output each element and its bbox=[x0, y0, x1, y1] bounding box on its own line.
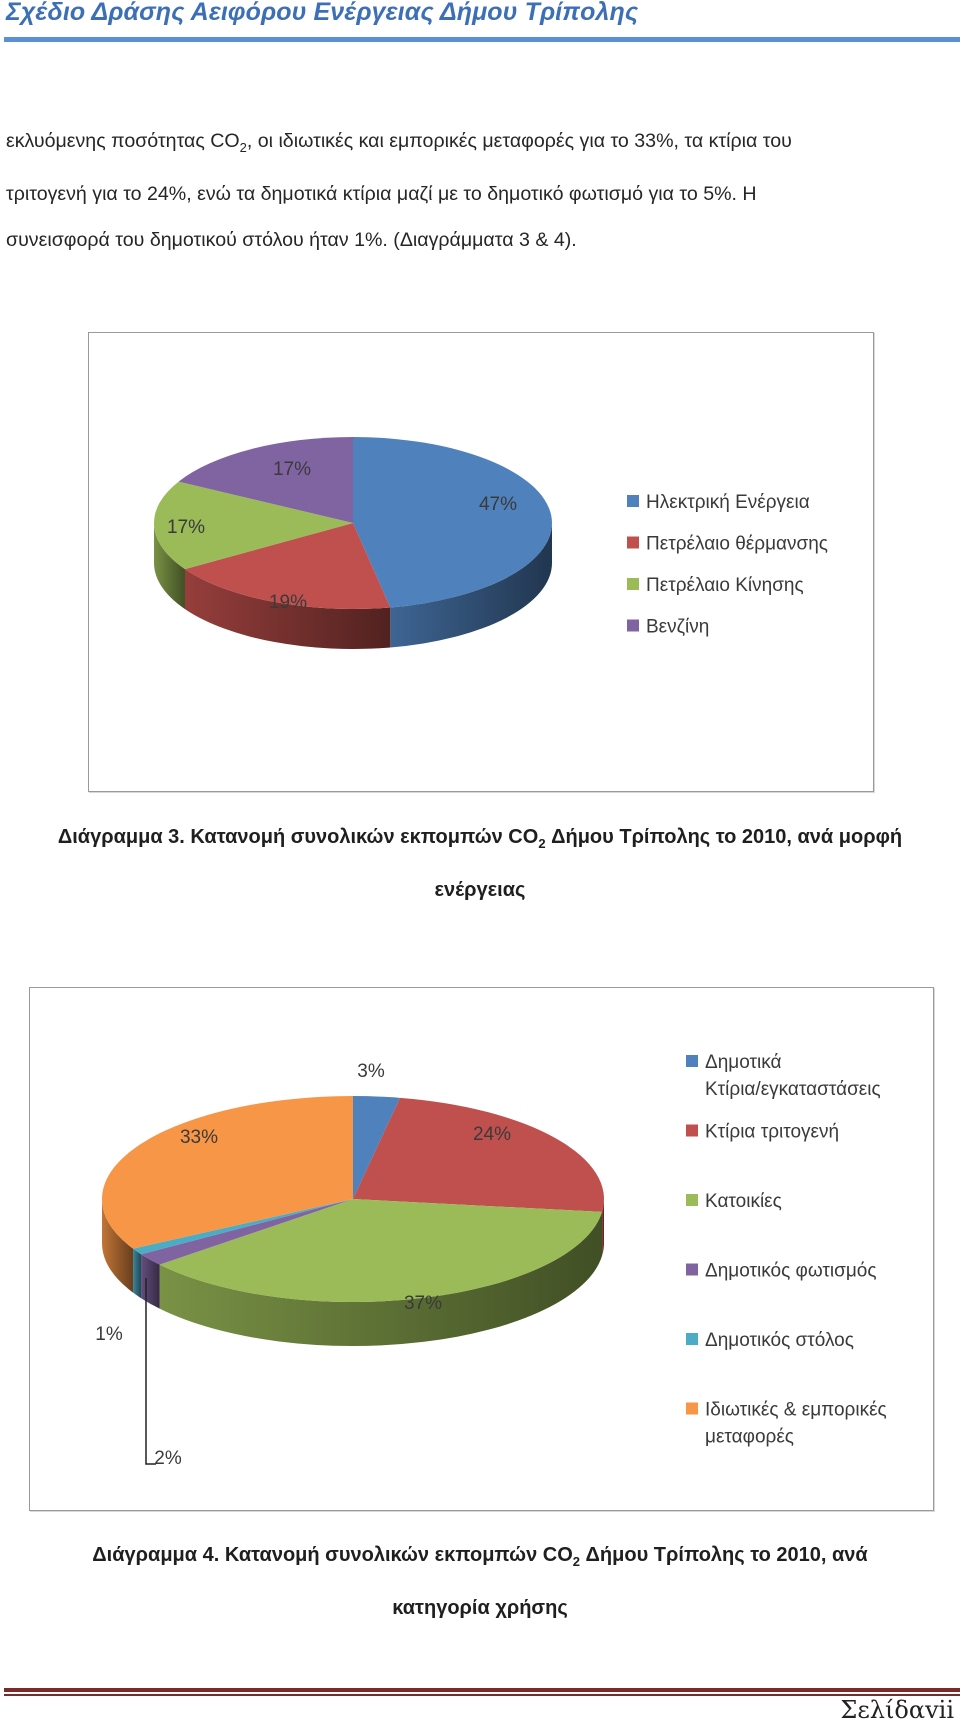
legend-swatch-κτιρια-τριτογενη bbox=[686, 1125, 698, 1137]
caption-3-part-a: Διάγραμμα 3. Κατανομή συνολικών εκπομπών CO bbox=[57, 826, 539, 848]
data-label-κτιρια-τριτογενη: 24% bbox=[472, 1124, 512, 1145]
legend-swatch-κατοικιες bbox=[686, 1194, 698, 1206]
legend-swatch-πετρελαιο-θερμανσης bbox=[627, 537, 639, 549]
pie-side-4 bbox=[133, 1249, 141, 1299]
data-label-δημοτικα-κτιρια-εγκαταστασεις: 3% bbox=[357, 1061, 385, 1082]
co2-subscript: 2 bbox=[239, 139, 247, 155]
paragraph-line-1-part-b: , οι ιδιωτικές και εμπορικές μεταφορές για το 33%, τα κτίρια του bbox=[246, 130, 792, 152]
legend-swatch-δημοτικος-φωτισμος bbox=[686, 1264, 698, 1276]
data-label-ηλεκτρικη-ενεργεια: 47% bbox=[478, 494, 518, 515]
paragraph-line-2: τριτογενή για το 24%, ενώ τα δημοτικά κτίρια μαζί με το δημοτικό φωτισμό για το 5%. Η bbox=[6, 182, 757, 205]
pie-slices bbox=[154, 437, 552, 609]
body-paragraph bbox=[6, 118, 956, 263]
caption-3-line-1 bbox=[0, 814, 960, 867]
legend-swatch-ηλεκτρικη-ενεργεια bbox=[627, 495, 639, 507]
data-label-πετρελαιο-κινησης: 17% bbox=[166, 517, 206, 538]
data-label-πετρελαιο-θερμανσης: 19% bbox=[268, 592, 308, 613]
legend bbox=[627, 492, 828, 638]
legend-label-δημοτικος-φωτισμος: Δημοτικός φωτισμός bbox=[705, 1260, 877, 1282]
chart-energy-form-svg bbox=[89, 333, 873, 791]
legend-label-ιδιωτικες-εμπορικες-μεταφορες: Ιδιωτικές & εμπορικές μεταφορές bbox=[705, 1399, 887, 1448]
caption-3-subscript: 2 bbox=[538, 836, 546, 851]
chart-usage-category bbox=[29, 987, 934, 1511]
paragraph-line-1-part-a: εκλυόμενης ποσότητας CO bbox=[6, 130, 240, 152]
caption-4-line-1 bbox=[0, 1532, 960, 1585]
caption-4-subscript: 2 bbox=[572, 1554, 580, 1569]
legend-swatch-βενζινη bbox=[627, 620, 639, 632]
header-divider bbox=[4, 37, 960, 42]
legend-label-βενζινη: Βενζίνη bbox=[646, 616, 710, 638]
paragraph-line-1 bbox=[6, 118, 956, 171]
data-label-δημοτικος-φωτισμος: 2% bbox=[154, 1448, 182, 1469]
legend-swatch-πετρελαιο-κινησης bbox=[627, 578, 639, 590]
data-label-βενζινη: 17% bbox=[272, 459, 312, 480]
footer-divider-thin bbox=[4, 1694, 960, 1696]
legend-swatch-ιδιωτικες-εμπορικες-μεταφορες bbox=[686, 1403, 698, 1415]
caption-3-line-2: ενέργειας bbox=[434, 879, 526, 901]
figure-caption-3 bbox=[0, 814, 960, 913]
legend-label-πετρελαιο-κινησης: Πετρέλαιο Κίνησης bbox=[646, 575, 804, 596]
chart-usage-category-svg bbox=[30, 988, 933, 1510]
data-label-ιδιωτικες-εμπορικες-μεταφορες: 33% bbox=[179, 1127, 219, 1148]
legend-label-πετρελαιο-θερμανσης: Πετρέλαιο θέρμανσης bbox=[646, 533, 828, 555]
figure-caption-4 bbox=[0, 1532, 960, 1631]
data-label-κατοικιες: 37% bbox=[403, 1293, 443, 1314]
chart-energy-form bbox=[88, 332, 874, 792]
paragraph-line-3: συνεισφορά του δημοτικού στόλου ήταν 1%. (Διαγράμματα 3 & 4). bbox=[6, 228, 577, 251]
footer-divider-thick bbox=[4, 1688, 960, 1692]
legend-label-δημοτικος-στολος: Δημοτικός στόλος bbox=[705, 1330, 854, 1351]
pie-slices bbox=[102, 1096, 604, 1302]
legend bbox=[686, 1052, 887, 1448]
legend-label-κτιρια-τριτογενη: Κτίρια τριτογενή bbox=[705, 1121, 840, 1143]
caption-4-part-a: Διάγραμμα 4. Κατανομή συνολικών εκπομπών CO bbox=[92, 1544, 573, 1566]
data-label-δημοτικος-στολος: 1% bbox=[95, 1324, 123, 1345]
caption-4-line-2: κατηγορία χρήσης bbox=[392, 1597, 568, 1619]
legend-label-κατοικιες: Κατοικίες bbox=[705, 1191, 782, 1212]
legend-label-δημοτικα-κτιρια-εγκαταστασεις: Δημοτικά Κτίρια/εγκαταστάσεις bbox=[705, 1052, 881, 1100]
legend-label-ηλεκτρικη-ενεργεια: Ηλεκτρική Ενέργεια bbox=[646, 492, 810, 513]
legend-swatch-δημοτικα-κτιρια-εγκαταστασεις bbox=[686, 1055, 698, 1067]
page-number: Σελίδαvii bbox=[840, 1696, 954, 1724]
caption-3-part-b: Δήμου Τρίπολης το 2010, ανά μορφή bbox=[545, 826, 903, 848]
document-header-title: Σχέδιο Δράσης Αειφόρου Ενέργειας Δήμου Τρίπολης bbox=[6, 0, 639, 26]
caption-4-part-b: Δήμου Τρίπολης το 2010, ανά bbox=[580, 1544, 868, 1566]
legend-swatch-δημοτικος-στολος bbox=[686, 1333, 698, 1345]
